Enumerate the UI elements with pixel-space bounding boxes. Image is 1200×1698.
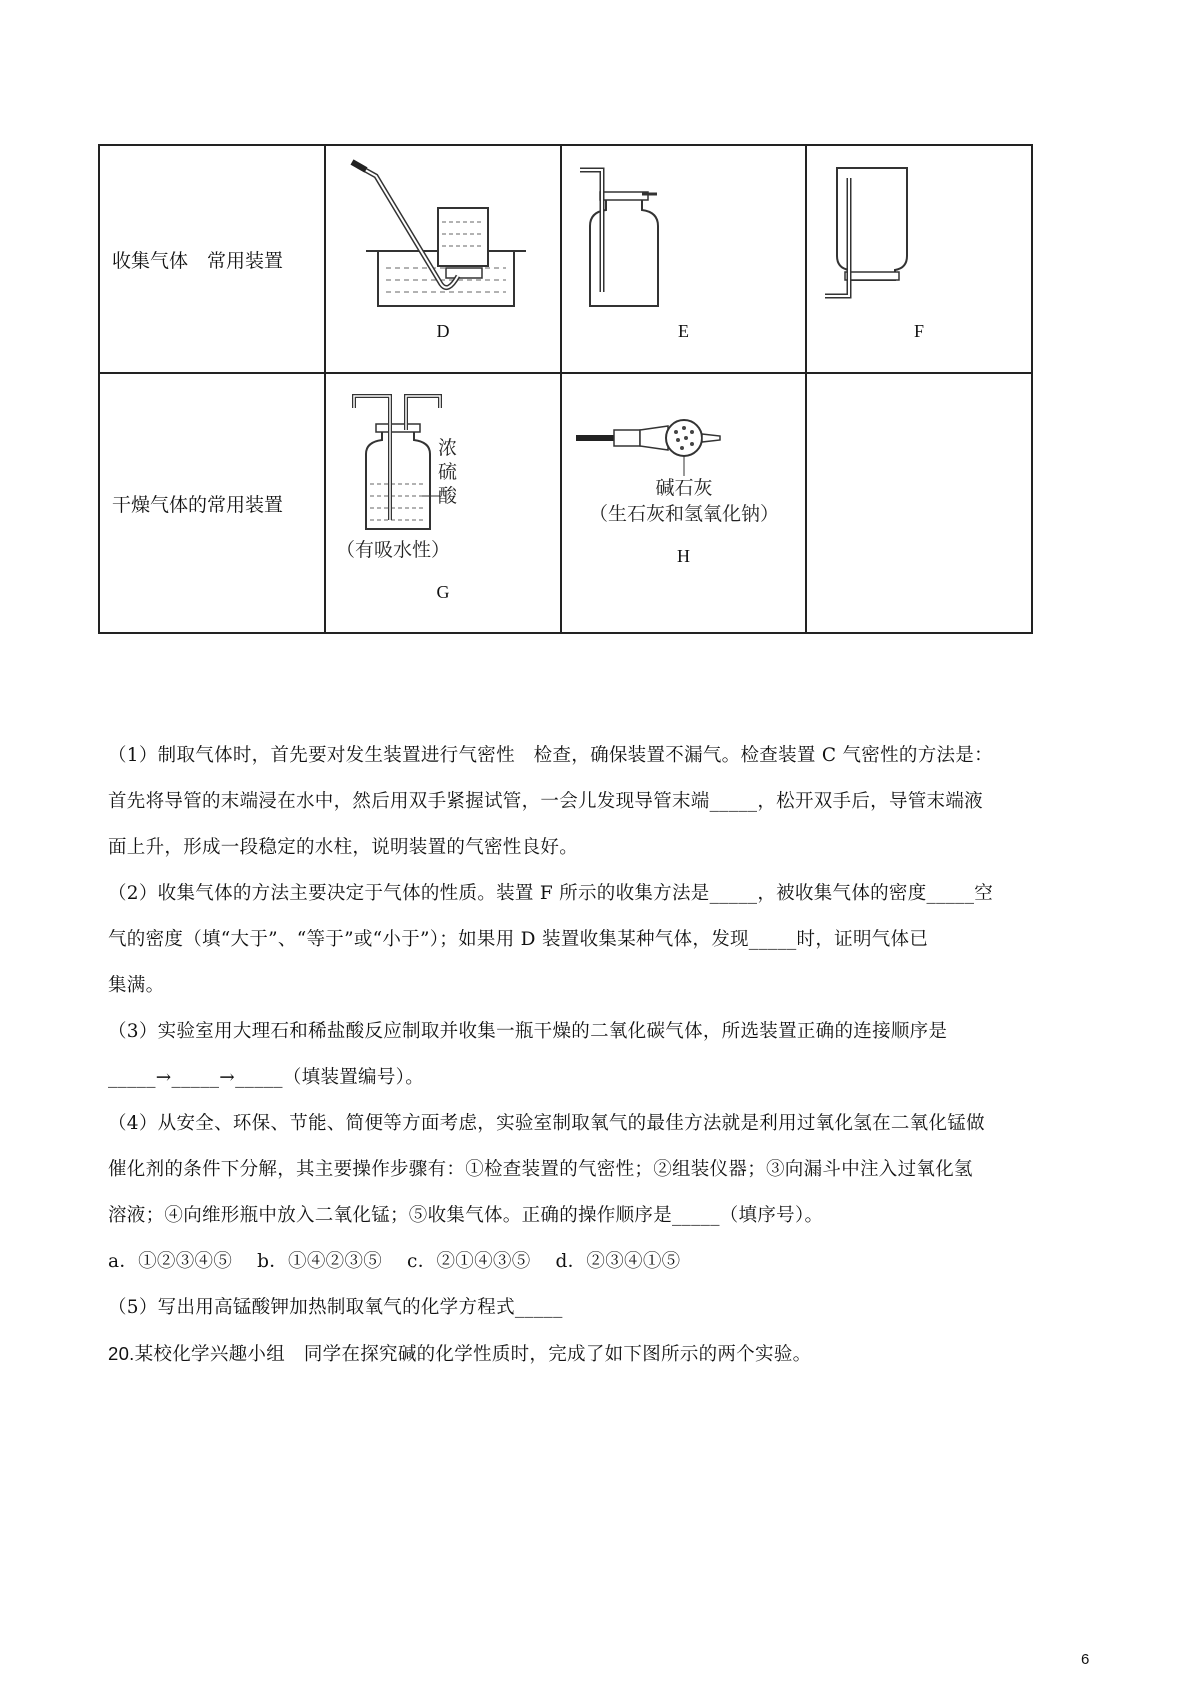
question-20: [108, 1331, 1098, 1378]
downward-air-displacement-diagram: [807, 156, 1033, 316]
q3-line2: _____→_____→_____（填装置编号）。: [108, 1067, 425, 1088]
q2-line1: （2）收集气体的方法主要决定于气体的性质。装置 F 所示的收集方法是_____，被收集气体的密度_____空: [108, 883, 994, 904]
cell-apparatus-g: [325, 373, 561, 633]
cell-apparatus-e: [561, 145, 806, 373]
g-caption-1: 浓: [438, 437, 458, 459]
label-g: G: [436, 582, 450, 602]
q1-line1: （1）制取气体时，首先要对发生装置进行气密性 检查，确保装置不漏气。检查装置 C 气密性的方法是：: [108, 745, 993, 766]
cell-empty: [806, 373, 1032, 633]
cell-apparatus-h: [561, 373, 806, 633]
drying-row: [99, 373, 1032, 633]
q4-line1: （4）从安全、环保、节能、简便等方面考虑，实验室制取氧气的最佳方法就是利用过氧化氢在二氧化锰做: [108, 1113, 985, 1134]
q20-number: 20.: [108, 1343, 135, 1364]
q4-line2: 催化剂的条件下分解，其主要操作步骤有：①检查装置的气密性；②组装仪器；③向漏斗中注入过氧化氢: [108, 1159, 973, 1180]
question-text-block: [108, 733, 1098, 1378]
water-trough-collection-diagram: [326, 156, 562, 316]
q1-line3: 面上升，形成一段稳定的水柱，说明装置的气密性良好。: [108, 837, 579, 858]
cell-apparatus-f: [806, 145, 1032, 373]
q1-line2: 首先将导管的末端浸在水中，然后用双手紧握试管，一会儿发现导管末端_____，松开双手后，导管末端液: [108, 791, 983, 812]
sulfuric-acid-wash-bottle-diagram: [326, 384, 562, 574]
h-caption-2: （生石灰和氢氧化钠）: [588, 503, 780, 525]
q4-options: a．①②③④⑤ b．①④②③⑤ c．②①④③⑤ d．②③④①⑤: [108, 1251, 681, 1272]
collection-row: [99, 145, 1032, 373]
g-caption-3: 酸: [438, 485, 458, 507]
g-caption-2: 硫: [438, 461, 458, 483]
upward-air-displacement-diagram: [562, 156, 807, 316]
q20-text: 某校化学兴趣小组 同学在探究碱的化学性质时，完成了如下图所示的两个实验。: [134, 1344, 812, 1365]
q3-line1: （3）实验室用大理石和稀盐酸反应制取并收集一瓶干燥的二氧化碳气体，所选装置正确的连接顺序是: [108, 1021, 948, 1042]
q2-line2: 气的密度（填“大于”、“等于”或“小于”）；如果用 D 装置收集某种气体，发现_____时，证明气体已: [108, 929, 929, 950]
label-e: E: [678, 321, 689, 341]
drying-tube-diagram: [562, 394, 807, 564]
cell-apparatus-d: [325, 145, 561, 373]
g-caption-4: （有吸水性）: [336, 539, 451, 561]
label-d: D: [436, 321, 450, 341]
label-h: H: [677, 546, 690, 566]
page-number: 6: [1081, 1651, 1090, 1668]
q4-line3: 溶液；④向维形瓶中放入二氧化锰；⑤收集气体。正确的操作顺序是_____（填序号）。: [108, 1205, 824, 1226]
row-label-collection: 收集气体 常用装置: [99, 145, 325, 373]
q2-line3: 集满。: [108, 975, 165, 996]
label-f: F: [913, 321, 924, 341]
h-caption-1: 碱石灰: [655, 477, 713, 499]
row-label-drying: 干燥气体的常用装置: [99, 373, 325, 633]
apparatus-table: [98, 144, 1033, 634]
q5-line1: （5）写出用高锰酸钾加热制取氧气的化学方程式_____: [108, 1297, 563, 1318]
